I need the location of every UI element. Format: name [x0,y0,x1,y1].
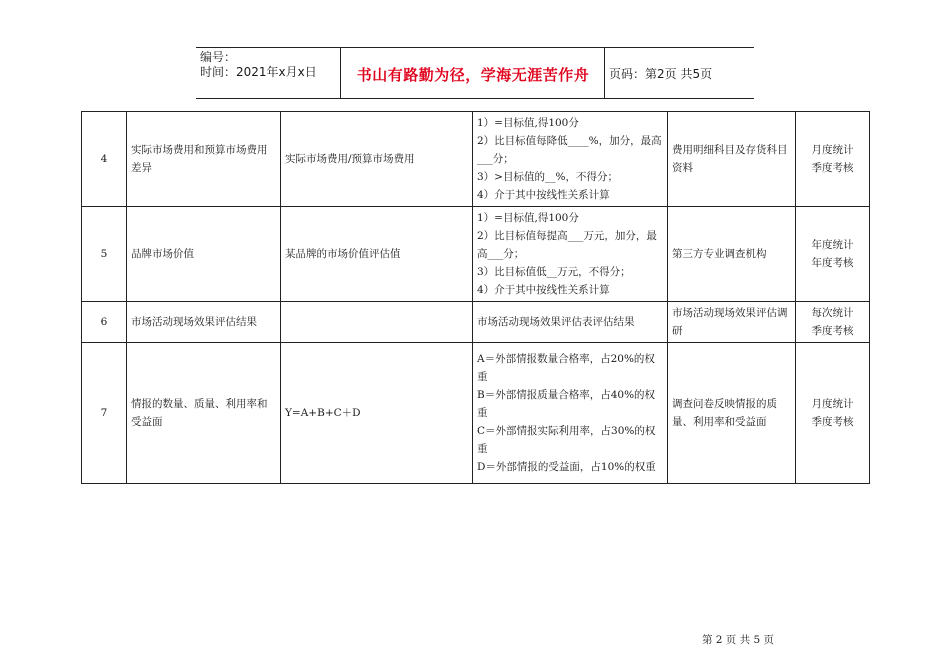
page-footer: 第 2 页 共 5 页 [701,634,774,646]
frequency-line: 季度考核 [811,325,854,337]
indicator-formula: 某品牌的市场价值评估值 [281,207,473,302]
kpi-table [81,111,870,484]
criteria-line: 2）比目标值每降低____%，加分，最高___分； [477,135,662,165]
scoring-criteria [473,343,668,484]
criteria-line: 2）比目标值每提高___万元，加分，最高___分； [477,230,657,260]
criteria-line: 4）介于其中按线性关系计算 [477,284,610,296]
scoring-criteria [473,112,668,207]
header-divider [604,48,605,98]
row-number: 4 [82,112,127,207]
frequency-line: 年度统计 [811,239,854,251]
indicator-name: 情报的数量、质量、利用率和受益面 [127,343,281,484]
indicator-name: 实际市场费用和预算市场费用差异 [127,112,281,207]
criteria-line: C＝外部情报实际利用率，占30%的权重 [477,425,656,455]
frequency-line: 月度统计 [811,398,854,410]
indicator-formula: 实际市场费用/预算市场费用 [281,112,473,207]
table-row [82,207,870,302]
row-number: 7 [82,343,127,484]
criteria-line: B＝外部情报质量合格率，占40%的权重 [477,389,656,419]
indicator-name: 品牌市场价值 [127,207,281,302]
criteria-line: A＝外部情报数量合格率，占20%的权重 [477,353,655,383]
header-divider [340,48,341,98]
criteria-line: 3）比目标值低__万元，不得分； [477,266,631,278]
table-row [82,343,870,484]
data-source: 第三方专业调查机构 [668,207,796,302]
frequency-line: 年度考核 [811,257,854,269]
indicator-formula: Y=A+B+C＋D [281,343,473,484]
frequency-line: 月度统计 [811,144,854,156]
header-page-number: 页码：第2页 共5页 [609,67,713,81]
table-row [82,112,870,207]
frequency-line: 季度考核 [811,416,854,428]
frequency-line: 每次统计 [811,307,854,319]
evaluation-frequency [796,112,870,207]
indicator-name: 市场活动现场效果评估结果 [127,302,281,343]
table-row [82,302,870,343]
data-source: 市场活动现场效果评估调研 [668,302,796,343]
evaluation-frequency [796,207,870,302]
criteria-line: 3）>目标值的__%，不得分； [477,171,618,183]
criteria-line: 4）介于其中按线性关系计算 [477,189,610,201]
criteria-line: 1）=目标值,得100分 [477,212,579,224]
row-number: 5 [82,207,127,302]
criteria-line: 市场活动现场效果评估表评估结果 [477,316,635,328]
document-date: 时间：2021年x月x日 [200,65,317,79]
data-source: 调查问卷反映情报的质量、利用率和受益面 [668,343,796,484]
document-number: 编号： [200,50,237,64]
header-motto: 书山有路勤为径，学海无涯苦作舟 [356,66,590,84]
page-header [196,47,754,99]
criteria-line: D＝外部情报的受益面，占10%的权重 [477,461,656,473]
criteria-line: 1）=目标值,得100分 [477,117,579,129]
header-meta [200,50,317,80]
indicator-formula [281,302,473,343]
data-source: 费用明细科目及存货科目资料 [668,112,796,207]
scoring-criteria [473,207,668,302]
scoring-criteria [473,302,668,343]
row-number: 6 [82,302,127,343]
frequency-line: 季度考核 [811,162,854,174]
evaluation-frequency [796,302,870,343]
evaluation-frequency [796,343,870,484]
